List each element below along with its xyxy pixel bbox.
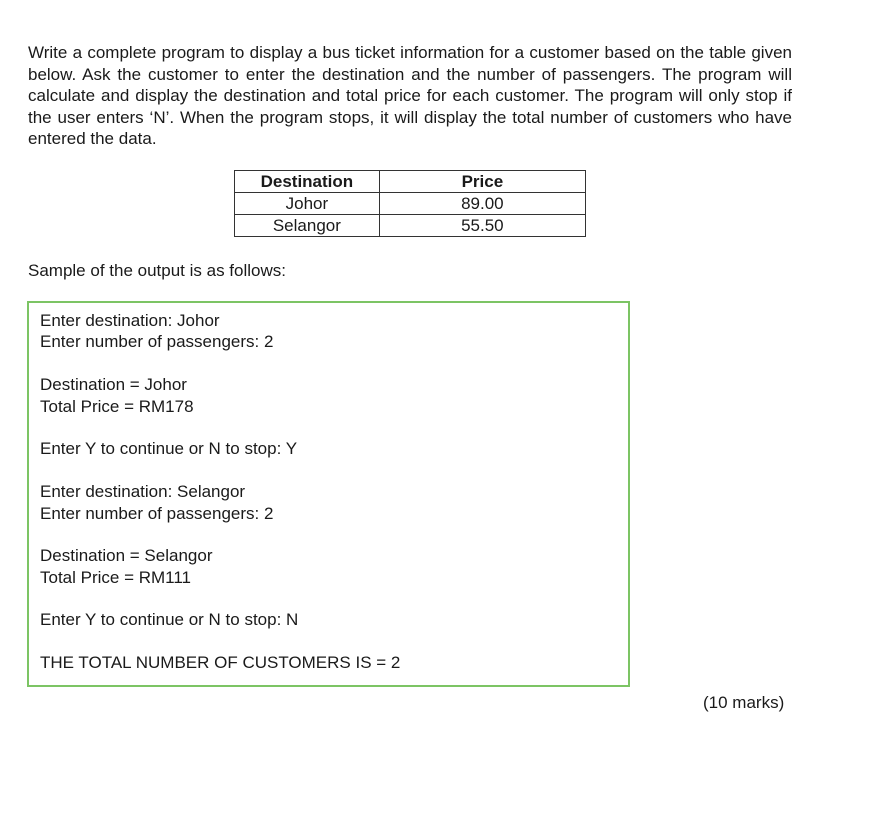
output-line: THE TOTAL NUMBER OF CUSTOMERS IS = 2	[40, 653, 401, 673]
output-line: Destination = Selangor	[40, 546, 213, 566]
sample-output-box	[27, 301, 630, 687]
output-line: Total Price = RM178	[40, 396, 194, 416]
output-line	[40, 588, 400, 609]
question-text: Write a complete program to display a bus ticket information for a customer based on the table given below. Ask the customer to enter the destination and the number of passengers. The program will calculate and display the destination and total price for each customer. The program will only stop if the user enters ‘N’. When the program stops, it will display the total number of customers who have entered the data.	[28, 43, 792, 148]
header-price: Price	[379, 171, 585, 193]
marks-label: (10 marks)	[703, 693, 785, 712]
table-row	[235, 215, 586, 237]
output-line: Enter Y to continue or N to stop: Y	[40, 439, 298, 459]
output-line	[40, 631, 400, 652]
sample-output-label: Sample of the output is as follows:	[28, 261, 286, 280]
output-line	[40, 417, 400, 438]
output-line	[40, 353, 400, 374]
table-header-row	[235, 171, 586, 193]
price-table	[234, 170, 586, 237]
header-destination: Destination	[235, 171, 380, 193]
output-line	[40, 460, 400, 481]
destination-cell: Johor	[235, 193, 380, 215]
table-row	[235, 193, 586, 215]
destination-cell: Selangor	[235, 215, 380, 237]
output-line: Enter destination: Johor	[40, 311, 220, 330]
output-line: Enter Y to continue or N to stop: N	[40, 610, 299, 630]
output-line: Enter destination: Selangor	[40, 482, 246, 502]
output-line: Total Price = RM111	[40, 567, 192, 587]
output-line: Destination = Johor	[40, 375, 187, 395]
output-line	[40, 524, 400, 545]
price-cell: 89.00	[379, 193, 585, 215]
price-cell: 55.50	[379, 215, 585, 237]
output-line: Enter number of passengers: 2	[40, 332, 274, 352]
output-line: Enter number of passengers: 2	[40, 503, 274, 523]
output-lines	[40, 310, 400, 674]
